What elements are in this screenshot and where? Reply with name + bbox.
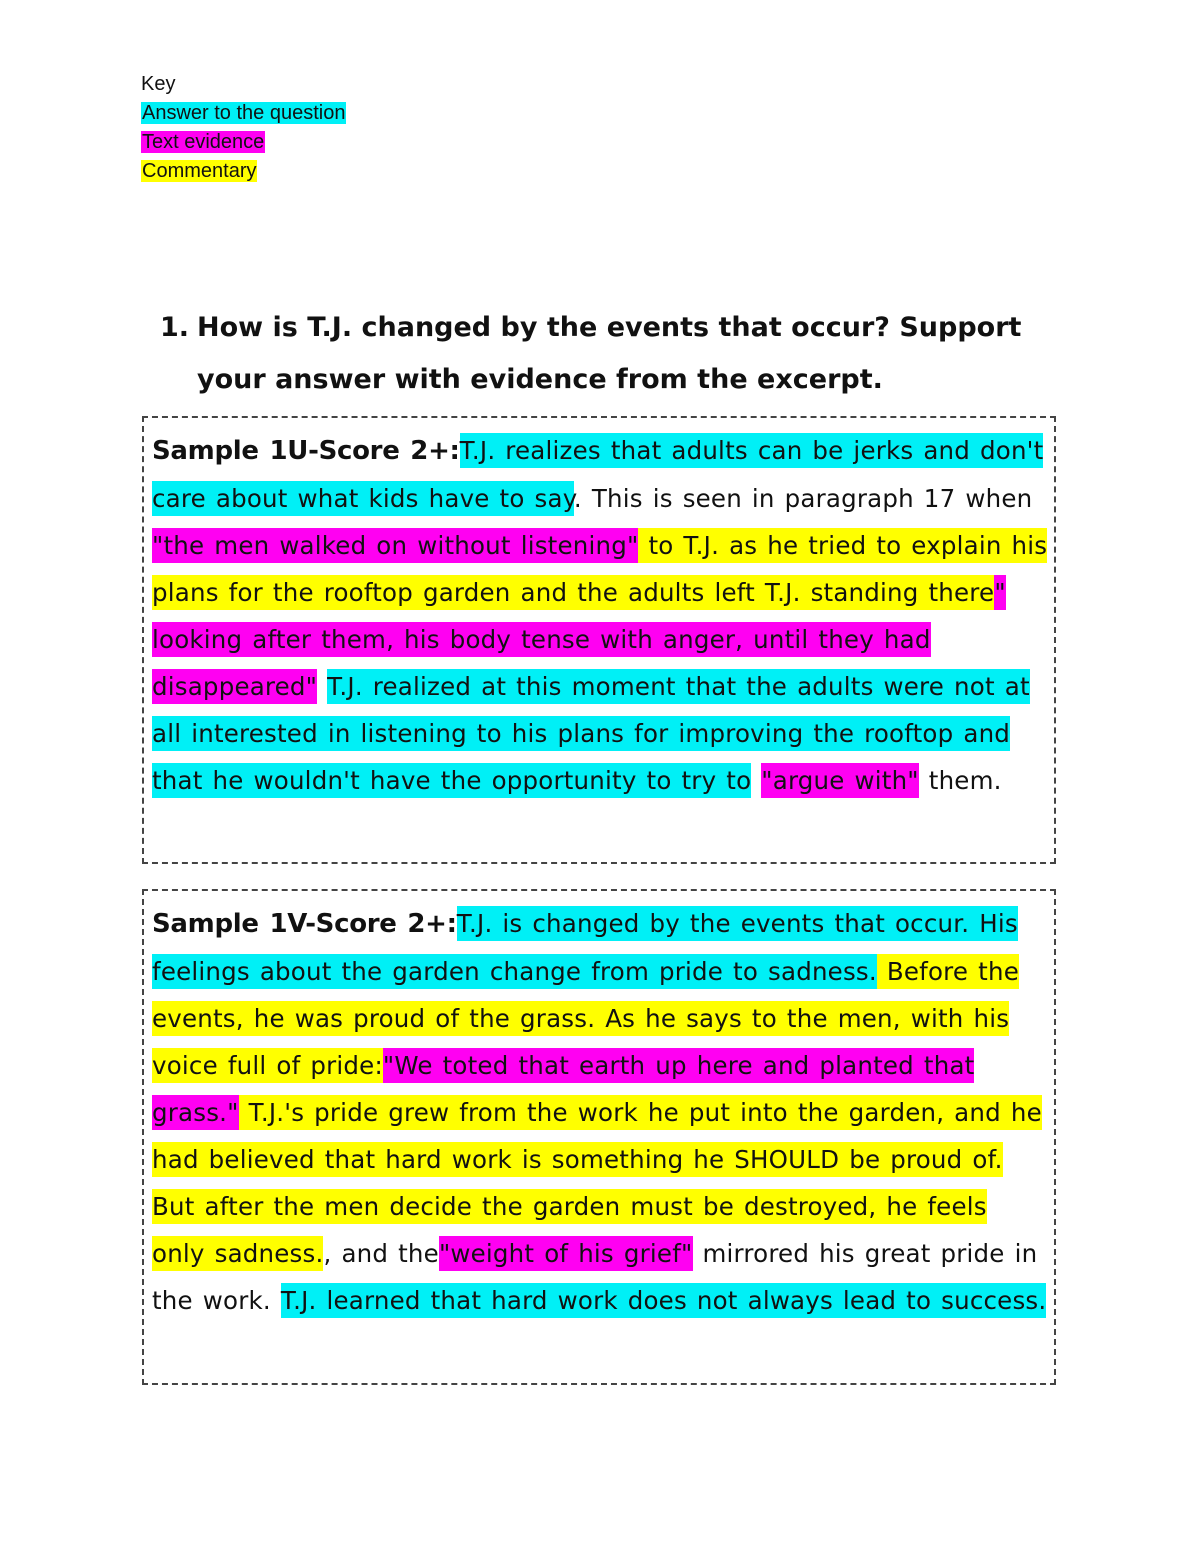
question-text: How is T.J. changed by the events that occur? Support your answer with evidence from the excerpt. <box>197 312 1022 395</box>
answer-highlight: T.J. learned that hard work does not always lead to success. <box>281 1283 1047 1318</box>
plain-text <box>751 763 761 798</box>
key-commentary-label: Commentary <box>142 160 257 182</box>
color-key <box>141 70 346 186</box>
sample-1u-label: Sample 1U-Score 2+: <box>152 436 460 466</box>
question <box>160 302 1080 406</box>
key-answer-label: Answer to the question <box>142 102 346 124</box>
sample-1v-label: Sample 1V-Score 2+: <box>152 909 457 939</box>
evidence-highlight: " looking after them, his body tense with anger, until they had disappeared" <box>152 575 1006 704</box>
question-number: 1. <box>160 312 190 343</box>
sample-1u-paragraph <box>152 427 1048 804</box>
key-evidence-label: Text evidence <box>142 131 265 153</box>
evidence-highlight: "We toted that earth up here and planted that grass." <box>152 1048 974 1130</box>
evidence-highlight: "the men walked on without listening" <box>152 528 638 563</box>
evidence-highlight: "weight of his grief" <box>439 1236 693 1271</box>
answer-highlight: T.J. realizes that adults can be jerks and don't care about what kids have to say <box>152 433 1043 516</box>
sample-1v-box <box>142 889 1056 1385</box>
sample-1v-paragraph <box>152 900 1048 1324</box>
commentary-highlight: T.J.'s pride grew from the work he put into the garden, and he had believed that hard work is something he SHOULD be proud of. But after the men decide the garden must be destroyed, he feels only sadness. <box>152 1095 1042 1271</box>
commentary-highlight: Before the events, he was proud of the grass. As he says to the men, with his voice full of pride: <box>152 954 1019 1083</box>
answer-highlight: T.J. is changed by the events that occur. His feelings about the garden change from pride to sadness. <box>152 906 1018 989</box>
key-title: Key <box>141 73 176 95</box>
plain-text <box>317 669 327 704</box>
plain-text: . This is seen in paragraph 17 when <box>573 484 1033 513</box>
plain-text: , and the <box>323 1239 439 1268</box>
plain-text: mirrored his great pride in the work. <box>152 1239 1038 1315</box>
commentary-highlight: to T.J. as he tried to explain his plans for the rooftop garden and the adults left T.J. standing there <box>152 528 1047 610</box>
sample-1u-box <box>142 416 1056 864</box>
answer-highlight: T.J. realized at this moment that the adults were not at all interested in listening to his plans for improving the rooftop and that he wouldn't have the opportunity to try to <box>152 669 1030 798</box>
evidence-highlight: "argue with" <box>761 763 919 798</box>
plain-text: them. <box>918 766 1002 795</box>
